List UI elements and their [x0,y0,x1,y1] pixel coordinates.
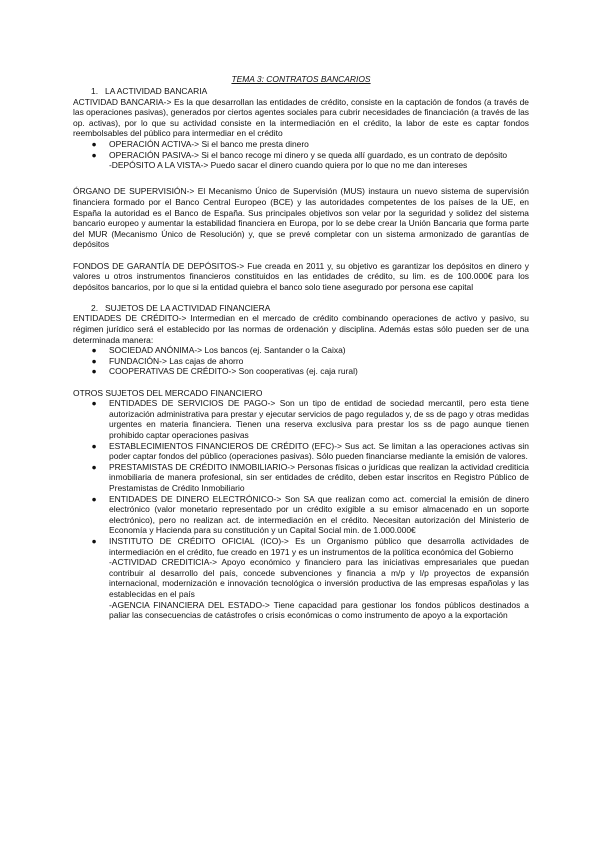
bullet-icon: ● [91,345,97,356]
section-heading-2 [73,303,529,314]
other-subjects-list [73,398,529,557]
section-heading-text: SUJETOS DE LA ACTIVIDAD FINANCIERA [105,302,271,313]
bullet-icon: ● [91,355,97,366]
paragraph-fondos-garantia: FONDOS DE GARANTÍA DE DEPÓSITOS-> Fue creada en 2011 y, su objetivo es garantizar los depósitos en dinero y valores u otros instrumentos financieros constituidos en las entidades de crédito, su lim. es de 100.000€ para los depósitos bancarios, por lo que si la entidad quiebra el banco solo tiene asegurado por persona ese capital [73,260,529,292]
document-title: TEMA 3: CONTRATOS BANCARIOS [231,74,371,84]
bullet-icon: ● [91,440,97,451]
paragraph-actividad-crediticia: -ACTIVIDAD CREDITICIA-> Apoyo económico y financiero para las iniciativas empresariales que puedan contribuir al desarrollo del país, concede subvenciones y financia a m/p y l/p proyectos de expansión internacional, modernización e innovación tecnológica o inversión productiva de las empresas españolas y las establecidas en el país [109,557,529,599]
section-heading-text: LA ACTIVIDAD BANCARIA [105,86,208,96]
paragraph-supervision: ÓRGANO DE SUPERVISIÓN-> El Mecanismo Único de Supervisión (MUS) instaura un nuevo sistema de supervisión financiera formado por el Banco Central Europeo (BCE) y las autoridades competentes de los países de la UE, en España la autoridad es el Banco de España. Sus principales objetivos son velar por la seguridad y solidez del sistema bancario europeo y aumentar la estabilidad financiera en Europa, por lo se debe crear la Unión Bancaria que forma parte del MUR (Mecanismo Único de Resolución) y, que se prevé completar con un sistema armonizado de garantías de depósitos [73,186,529,250]
bullet-icon: ● [91,138,97,149]
list-item: ● OPERACIÓN ACTIVA-> Si el banco me presta dinero [73,139,529,150]
document-page [73,74,529,621]
list-item: ● ESTABLECIMIENTOS FINANCIEROS DE CRÉDITO (EFC)-> Sus act. Se limitan a las operaciones activas sin poder captar fondos del público (operaciones pasivas). Sólo pueden financiarse mediante la emisión de valores. [73,441,529,462]
operation-list [73,139,529,160]
list-item: ● ENTIDADES DE SERVICIOS DE PAGO-> Son un tipo de entidad de sociedad mercantil, pero esta tiene autorización administrativa para prestar y ejecutar servicios de pago regulados y, de ss de pago y otras medidas urgentes en materia financiera. Tienen una reserva exclusiva para prestar los ss de pago aunque tienen prohibido captar operaciones pasivas [73,398,529,440]
list-item: ● COOPERATIVAS DE CRÉDITO-> Son cooperativas (ej. caja rural) [73,366,529,377]
section-number: 1. [91,86,99,96]
paragraph-entidades-credito: ENTIDADES DE CRÉDITO-> Intermedian en el mercado de crédito combinando operaciones de activo y pasivo, su régimen jurídico será el establecido por las normas de ordenación y disciplina. Además estas sólo pueden ser de una determinada manera: [73,313,529,345]
bullet-icon: ● [91,398,97,409]
list-item: ● ENTIDADES DE DINERO ELECTRÓNICO-> Son SA que realizan como act. comercial la emisión de dinero electrónico (valor monetario representado por un crédito exigible a su emisor almacenado en un soporte electrónico), pero no realizan act. de intermediación en el crédito. Necesitan autorización del Ministerio de Economía y Hacienda para su constitución y un Capital Social min. de 1.000.000€ [73,494,529,536]
paragraph-actividad-bancaria: ACTIVIDAD BANCARIA-> Es la que desarrollan las entidades de crédito, consiste en la captación de fondos (a través de las operaciones pasivas), generados por ciertos agentes sociales para cubrir necesidades de financiación (a través de las op. activas), por lo que su actividad consiste en la intermediación en el crédito, la labor de este es captar fondos reembolsables del público para intermediar en el crédito [73,96,529,139]
list-item: ● FUNDACIÓN-> Las cajas de ahorro [73,356,529,367]
section-number: 2. [91,302,99,313]
others-heading: OTROS SUJETOS DEL MERCADO FINANCIERO [73,387,263,398]
bullet-icon: ● [91,461,97,472]
bullet-icon: ● [91,149,97,160]
list-item: ● OPERACIÓN PASIVA-> Si el banco recoge mi dinero y se queda allí guardado, es un contrato de depósito [73,150,529,161]
bullet-icon: ● [91,493,97,504]
list-item: ● SOCIEDAD ANÓNIMA-> Los bancos (ej. Santander o la Caixa) [73,345,529,356]
paragraph-deposito: -DEPÓSITO A LA VISTA-> Puedo sacar el dinero cuando quiera por lo que no me dan intereses [109,160,468,171]
paragraph-agencia-financiera: -AGENCIA FINANCIERA DEL ESTADO-> Tiene capacidad para gestionar los fondos públicos destinados a paliar las consecuencias de catástrofes o crisis económicas o como instrumento de apoyo a la exportación [109,599,529,621]
entity-type-list [73,345,529,377]
section-heading-1 [73,86,529,97]
list-item: ● PRESTAMISTAS DE CRÉDITO INMOBILIARIO-> Personas físicas o jurídicas que realizan la actividad crediticia inmobiliaria de manera profesional, sin ser entidades de crédito, deben estar inscritos en Registro Público de Prestamistas de Crédito Inmobiliario [73,462,529,494]
bullet-icon: ● [91,535,97,546]
list-item: ● INSTITUTO DE CRÉDITO OFICIAL (ICO)-> Es un Organismo público que desarrolla actividades de intermediación en el crédito, fue creado en 1971 y es un instrumentos de la política económica del Gobierno [73,536,529,557]
bullet-icon: ● [91,366,97,377]
